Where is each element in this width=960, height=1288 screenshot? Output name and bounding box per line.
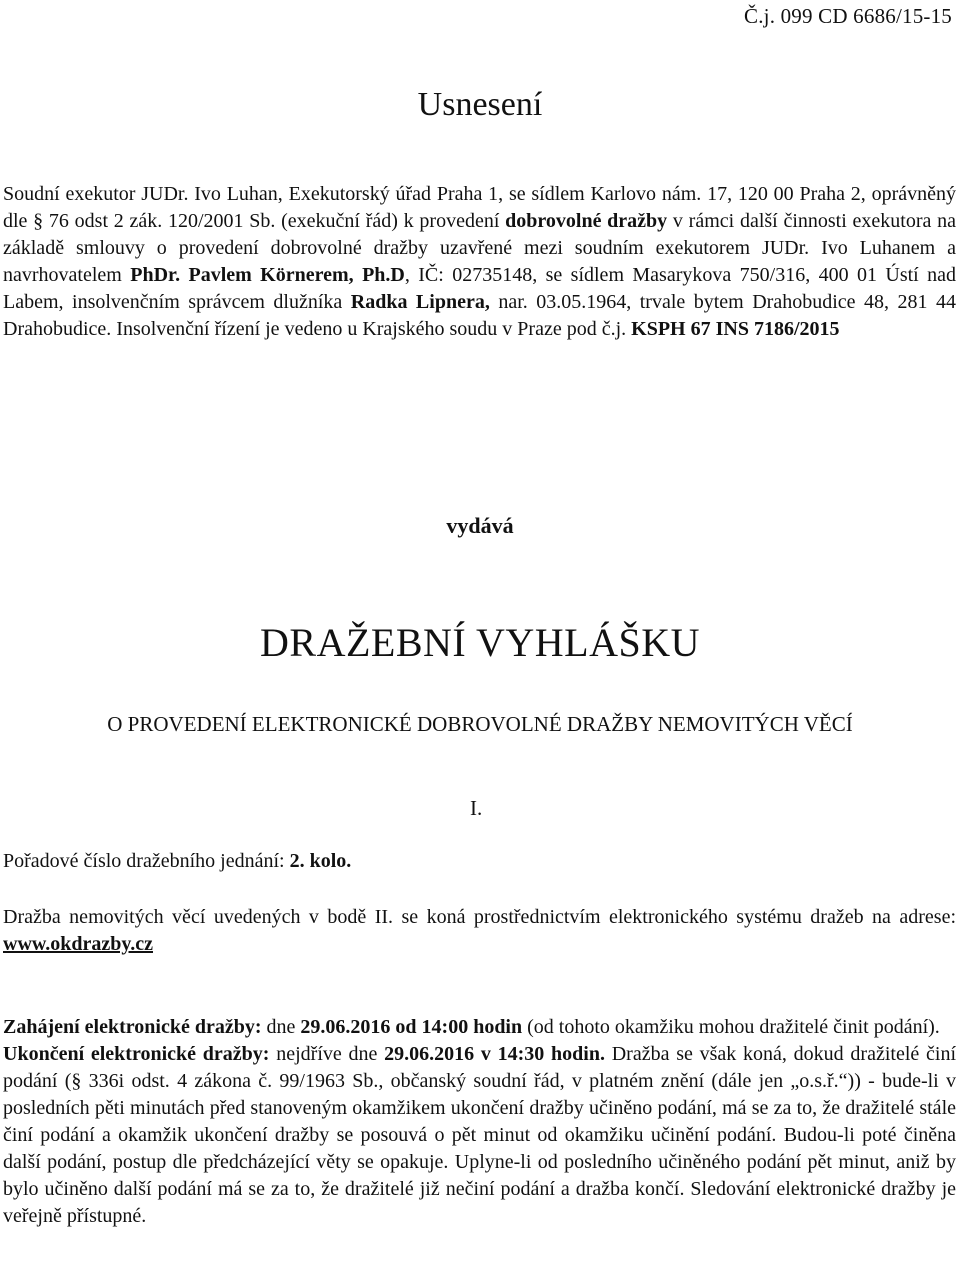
system-text: Dražba nemovitých věcí uvedených v bodě II. se koná prostřednictvím elektronického systému dražeb na adrese: xyxy=(3,906,956,928)
intro-text-2: v rámci další činnosti exekutora na základě smlouvy o provedení dobrovolné dražby uzavřené mezi soudním exekutorem JUDr. Ivo Luhanem a navrhovatelem xyxy=(3,210,956,286)
intro-text-3: , IČ: 02735148, se sídlem Masarykova 750/316, 400 01 Ústí nad Labem, insolvenčním správcem dlužníka xyxy=(3,264,957,313)
start-date: 29.06.2016 od 14:00 hodin xyxy=(300,1016,523,1038)
intro-text-4: nar. 03.05.1964, trvale bytem Drahobudice 48, 281 44 Drahobudice. Insolvenční řízení je vedeno u Krajského soudu v Praze pod č.j. xyxy=(3,291,956,340)
system-paragraph xyxy=(3,904,956,958)
auction-website-link[interactable]: www.okdrazby.cz xyxy=(3,933,153,955)
order-line xyxy=(3,850,351,873)
section-numeral: I. xyxy=(470,796,483,820)
order-label: Pořadové číslo dražebního jednání: xyxy=(3,850,290,872)
intro-bold-debtor: Radka Lipnera, xyxy=(350,291,490,313)
intro-bold-auction: dobrovolné dražby xyxy=(505,210,668,232)
issues-label: vydává xyxy=(446,513,514,538)
document-title: Usnesení xyxy=(417,86,543,123)
sub-heading: O PROVEDENÍ ELEKTRONICKÉ DOBROVOLNÉ DRAŽBY NEMOVITÝCH VĚCÍ xyxy=(107,712,853,736)
intro-paragraph xyxy=(3,181,956,343)
case-number: Č.j. 099 CD 6686/15-15 xyxy=(744,4,952,28)
order-value: 2. kolo. xyxy=(289,850,352,872)
end-text-2: Dražba se však koná, dokud dražitelé činí podání (§ 336i odst. 4 zákona č. 99/1963 Sb., občanský soudní řád, v platném znění (dále jen „o.s.ř.“)) - bude-li v posledních pěti minutách před stanoveným okamžikem ukončení dražby učiněno podání, má se za to, že dražitelé stále činí podání a okamžik ukončení dražby se posouvá o pět minut od okamžiku učinění podání. Budou-li poté činěna další podání, postup dle předcházející věty se opakuje. Uplyne-li od posledního učiněného podání pět minut, aniž by bylo učiněno další podání má se za to, že dražitelé již nečiní podání a dražba končí. Sledování elektronické dražby je veřejně přístupné. xyxy=(3,1043,957,1227)
intro-bold-case: KSPH 67 INS 7186/2015 xyxy=(631,318,840,340)
end-date: 29.06.2016 v 14:30 hodin. xyxy=(384,1043,605,1065)
start-label: Zahájení elektronické dražby: xyxy=(3,1016,262,1038)
intro-bold-petitioner: PhDr. Pavlem Körnerem, Ph.D xyxy=(130,264,405,286)
end-text-1: nejdříve dne xyxy=(269,1043,385,1065)
timing-paragraph xyxy=(3,1014,956,1230)
main-heading: DRAŽEBNÍ VYHLÁŠKU xyxy=(260,620,700,665)
start-text-1: dne xyxy=(261,1016,301,1038)
intro-text-1: Soudní exekutor JUDr. Ivo Luhan, Exekutorský úřad Praha 1, se sídlem Karlovo nám. 17, 120 00 Praha 2, oprávněný dle § 76 odst 2 zák. 120/2001 Sb. (exekuční řád) k provedení xyxy=(3,183,956,232)
end-label: Ukončení elektronické dražby: xyxy=(3,1043,270,1065)
start-text-2: (od tohoto okamžiku mohou dražitelé činit podání). xyxy=(522,1016,940,1038)
